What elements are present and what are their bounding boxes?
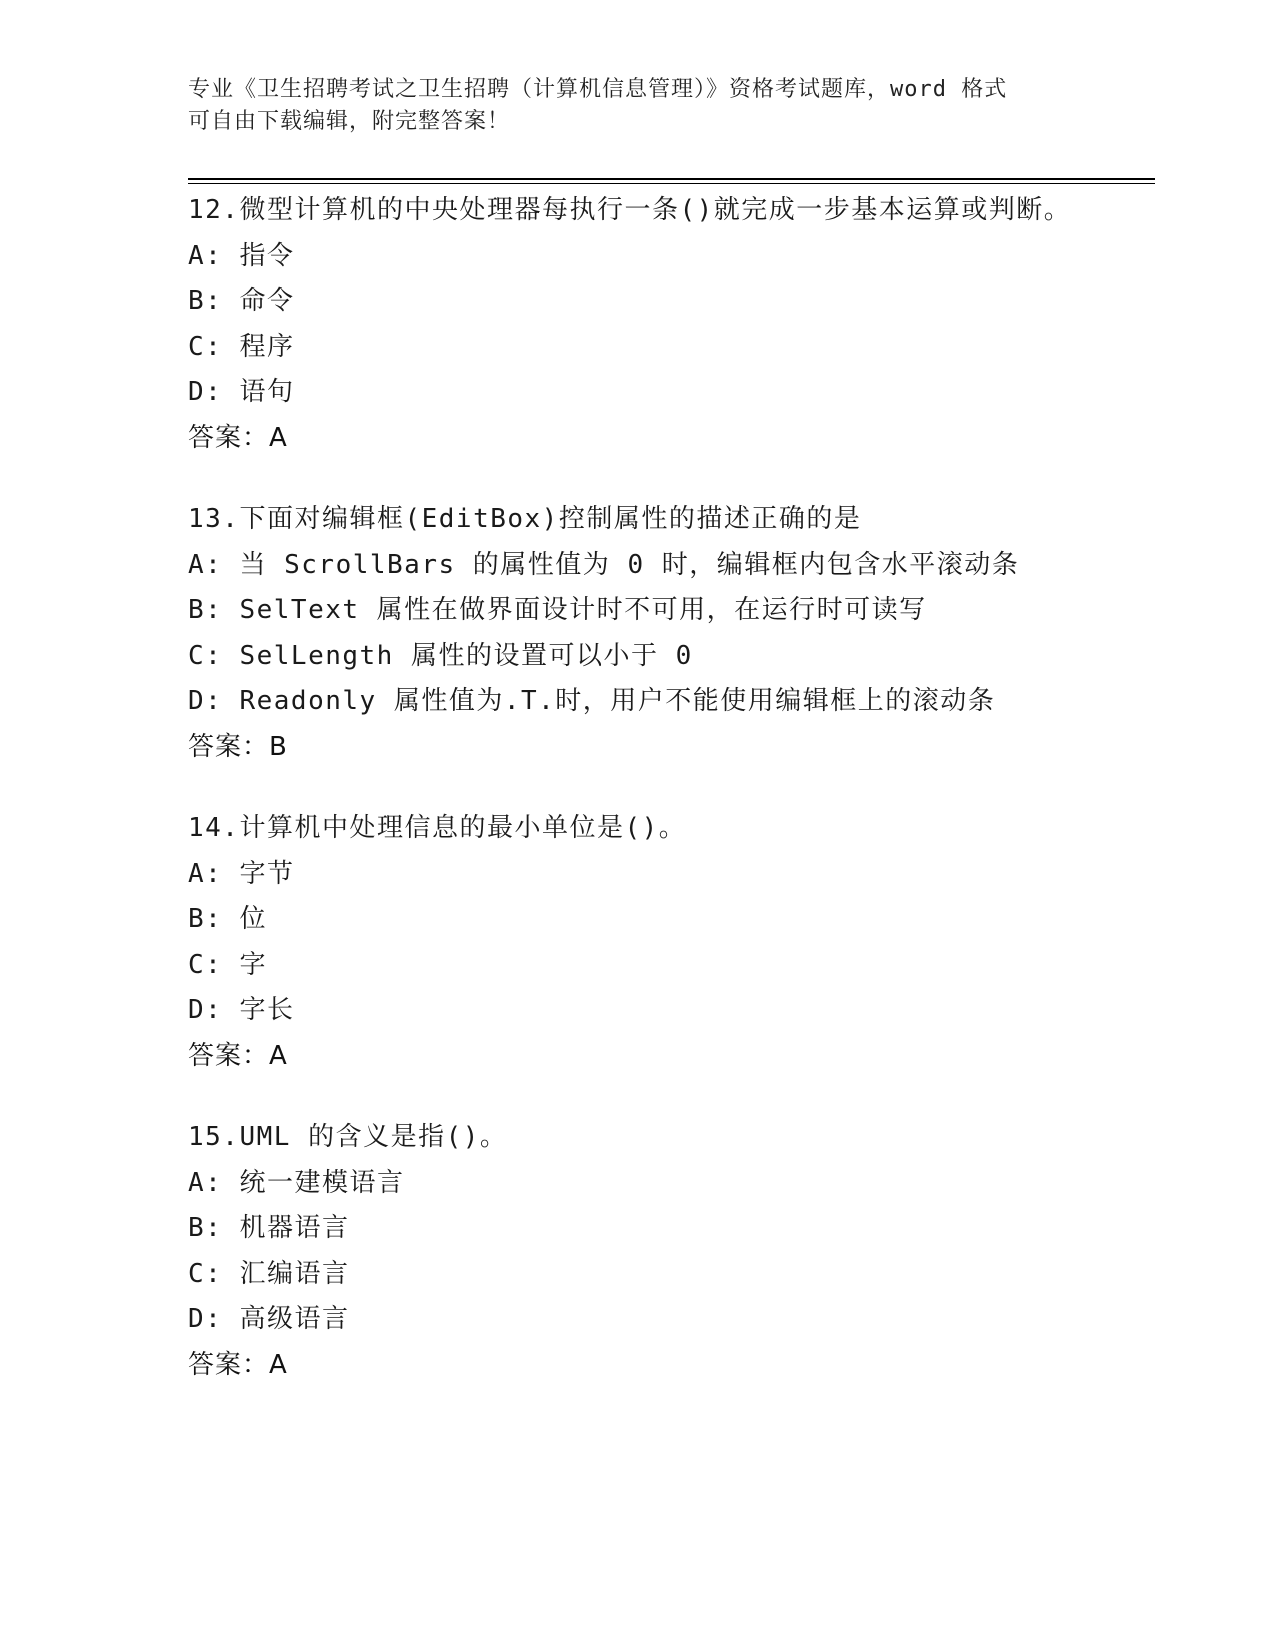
option-d: D: Readonly 属性值为.T.时，用户不能使用编辑框上的滚动条	[188, 686, 996, 716]
question-stem: 13.下面对编辑框(EditBox)控制属性的描述正确的是	[188, 504, 862, 534]
option-b: B: SelText 属性在做界面设计时不可用，在运行时可读写	[188, 595, 927, 625]
header-divider-thin	[188, 183, 1155, 184]
answer: 答案：A	[188, 1349, 288, 1380]
option-b: B: 机器语言	[188, 1213, 350, 1243]
option-a: A: 当 ScrollBars 的属性值为 0 时，编辑框内包含水平滚动条	[188, 549, 1020, 580]
question-13	[188, 497, 1148, 770]
question-14	[188, 806, 1148, 1079]
header-line-2: 可自由下载编辑，附完整答案！	[188, 109, 511, 134]
question-stem: 12.微型计算机的中央处理器每执行一条()就完成一步基本运算或判断。	[188, 195, 1072, 225]
question-list	[188, 188, 1148, 1424]
answer: 答案：A	[188, 422, 288, 453]
option-c: C: 汇编语言	[188, 1258, 350, 1289]
answer: 答案：A	[188, 1040, 288, 1071]
question-12	[188, 188, 1148, 461]
option-a: A: 统一建模语言	[188, 1167, 405, 1198]
option-d: D: 字长	[188, 995, 295, 1025]
option-d: D: 语句	[188, 377, 295, 407]
answer: 答案：B	[188, 731, 288, 762]
option-b: B: 位	[188, 904, 267, 934]
document-header	[188, 74, 1088, 138]
header-line-1: 专业《卫生招聘考试之卫生招聘（计算机信息管理）》资格考试题库，word 格式	[188, 77, 1008, 102]
option-a: A: 指令	[188, 240, 295, 271]
option-b: B: 命令	[188, 286, 295, 316]
option-c: C: 程序	[188, 331, 295, 362]
header-divider-thick	[188, 178, 1155, 180]
option-d: D: 高级语言	[188, 1304, 350, 1334]
option-a: A: 字节	[188, 858, 295, 889]
option-c: C: 字	[188, 949, 267, 980]
question-15	[188, 1115, 1148, 1388]
option-c: C: SelLength 属性的设置可以小于 0	[188, 640, 693, 671]
question-stem: 14.计算机中处理信息的最小单位是()。	[188, 813, 687, 843]
question-stem: 15.UML 的含义是指()。	[188, 1122, 508, 1152]
